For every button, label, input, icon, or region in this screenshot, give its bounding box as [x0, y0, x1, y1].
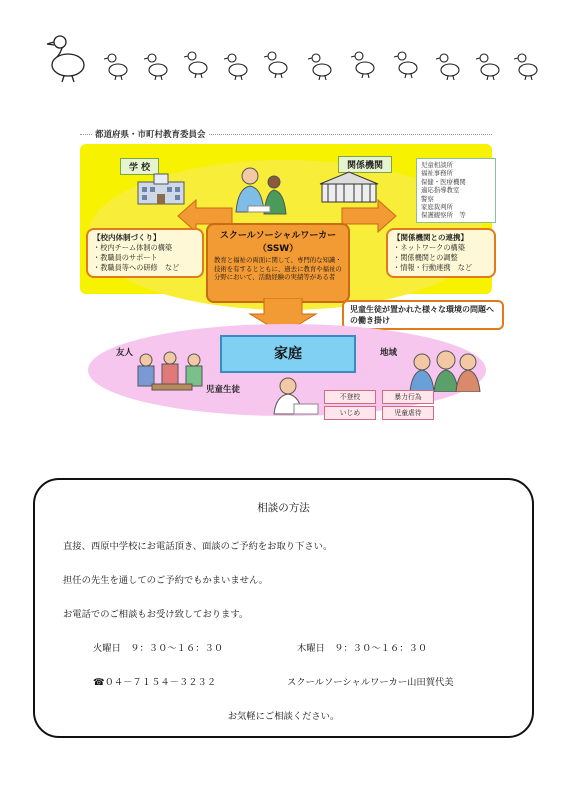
- list-item: ・校内チーム体制の構築: [93, 243, 173, 252]
- list-item: 児童相談所: [421, 161, 453, 169]
- list-item: ・教職員のサポート: [93, 253, 158, 262]
- list-item: ・関係機関との調整: [393, 253, 458, 262]
- duck-icon: [144, 54, 167, 80]
- agencies-list: [416, 158, 496, 223]
- consultation-info-box: [33, 478, 534, 738]
- list-item: 警察: [421, 194, 434, 203]
- home-label: 家庭: [220, 335, 356, 373]
- info-line-1: 直接、西原中学校にお電話頂き、面談のご予約をお取り下さい。: [63, 541, 333, 552]
- duck-icon: [224, 54, 247, 80]
- info-line-3: お電話でのご相談もお受け致しております。: [63, 609, 249, 620]
- ssw-box: [206, 223, 350, 303]
- list-item: ・教職員等への研修 など: [93, 263, 180, 272]
- duck-icon: [308, 54, 331, 80]
- issue-badge: いじめ: [324, 406, 376, 420]
- duck-icon: [351, 52, 374, 78]
- list-item: 家庭裁判所: [421, 203, 453, 212]
- agencies-label: 関係機関: [338, 156, 392, 173]
- info-title: 相談の方法: [257, 502, 310, 514]
- duck-icon: [476, 54, 499, 80]
- ssw-abbr: （SSW）: [257, 244, 299, 254]
- issue-badge: 児童虐待: [382, 406, 434, 420]
- list-item: 福祉事務所: [421, 169, 453, 178]
- environment-callout: 児童生徒が置かれた様々な環境の問題への働き掛け: [342, 300, 504, 330]
- school-label: 学 校: [120, 158, 159, 175]
- worker-name: スクールソーシャルワーカー山田賀代美: [287, 677, 454, 688]
- duck-border: [40, 30, 540, 85]
- list-item: 保健・医療機関: [421, 177, 466, 186]
- ssw-diagram: [80, 128, 492, 430]
- list-item: ・ネットワークの構築: [393, 243, 465, 252]
- list-item: 適応指導教室: [421, 186, 460, 195]
- closing-text: お気軽にご相談ください。: [227, 711, 340, 722]
- friends-illustration: [132, 350, 212, 396]
- students-label: 児童生徒: [206, 385, 241, 395]
- student-illustration: [266, 374, 320, 418]
- info-line-2: 担任の先生を通してのご予約でもかまいません。: [63, 575, 269, 586]
- school-box-heading: 【校内体制づくり】: [93, 233, 161, 242]
- duck-icon: [104, 54, 127, 80]
- phone-number: ☎０４－７１５４－３２３２: [93, 677, 217, 688]
- counselor-illustration: [228, 162, 292, 220]
- friends-label: 友人: [116, 348, 134, 358]
- diagram-title: 都道府県・市町村教育委員会: [92, 128, 209, 140]
- issue-badge: 不登校: [324, 390, 376, 404]
- duck-icon: [394, 52, 417, 78]
- duck-icon: [264, 52, 287, 78]
- ssw-title: スクールソーシャルワーカー: [219, 231, 337, 241]
- duck-icon: [47, 36, 84, 82]
- community-label: 地域: [380, 348, 398, 358]
- agency-cooperation-box: [386, 228, 496, 278]
- ssw-description: 教育と福祉の両面に関して、専門的な知識・技術を有するとともに、過去に教育や福祉の分野において、活動経験の実績等がある者: [214, 256, 342, 281]
- tuesday-hours: 火曜日 ９：３０～１６：３０: [93, 643, 224, 654]
- list-item: 保護観察所 等: [421, 211, 466, 220]
- duck-icon: [514, 54, 537, 80]
- agency-box-heading: 【関係機関との連携】: [393, 233, 468, 242]
- thursday-hours: 木曜日 ９：３０～１６：３０: [297, 643, 428, 654]
- duck-icon: [436, 54, 459, 80]
- duck-icon: [184, 52, 207, 78]
- issue-badge: 暴力行為: [382, 390, 434, 404]
- community-illustration: [408, 348, 482, 392]
- list-item: ・情報・行動連携 など: [393, 263, 473, 272]
- school-support-box: [86, 228, 204, 278]
